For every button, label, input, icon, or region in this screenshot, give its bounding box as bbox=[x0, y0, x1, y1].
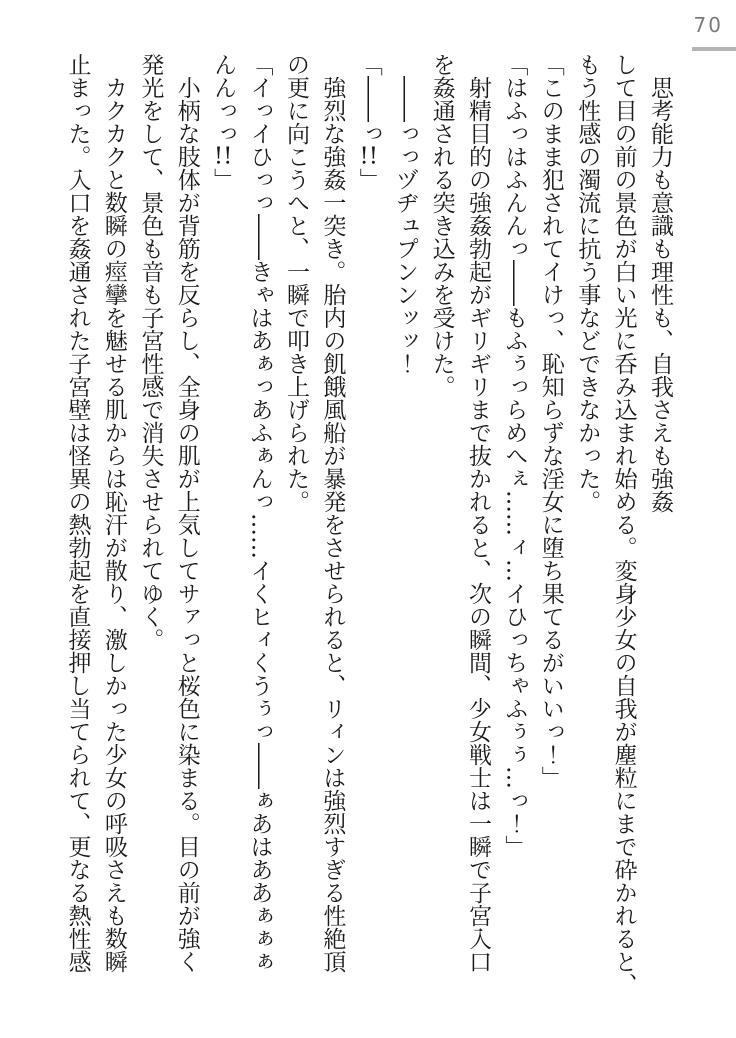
page-number: 70 bbox=[693, 13, 723, 37]
text-line: もう性感の濁流に抗う事などできなかった。 bbox=[574, 53, 601, 513]
text-line: して目の前の景色が白い光に呑み込まれ始める。変身少女の自我が塵粒にまで砕かれると、 bbox=[610, 53, 637, 996]
text-line: んんっっ!!」 bbox=[210, 53, 237, 191]
double-exclamation: !! bbox=[359, 145, 378, 168]
page-number-rule bbox=[692, 47, 736, 51]
text-line: を姦通される突き込みを受けた。 bbox=[428, 53, 455, 398]
text-line: カクカクと数瞬の痙攣を魅せる肌からは恥汗が散り、激しかった少女の呼吸さえも数瞬 bbox=[100, 76, 127, 973]
text-line: ――っっヅヂュプンンッッ！ bbox=[392, 76, 419, 375]
text-line: の更に向こうへと、一瞬で叩き上げられた。 bbox=[282, 53, 309, 513]
text-line: 「このまま犯されてイけっ、恥知らずな淫女に堕ち果てるがいいっ！」 bbox=[537, 53, 564, 789]
text-line: 思考能力も意識も理性も、自我さえも強姦 bbox=[647, 76, 673, 513]
text-line: 発光をして、景色も音も子宮性感で消失させられてゆく。 bbox=[137, 53, 164, 651]
text-line: 小柄な肢体が背筋を反らし、全身の肌が上気してサァっと桜色に染まる。目の前が強く bbox=[173, 76, 200, 973]
text-line: 「――っ!!」 bbox=[355, 53, 382, 191]
text-line: 射精目的の強姦勃起がギリギリまで抜かれると、次の瞬間、少女戦士は一瞬で子宮入口 bbox=[464, 76, 491, 973]
double-exclamation: !! bbox=[213, 145, 233, 168]
text-line: 「イっイひっっ――きゃはあぁっあふぁんっ……イくヒィくうぅっ――ぁあはああぁぁぁ bbox=[246, 53, 273, 973]
text-line: 「はふっはふんんっ――もふぅっらめへぇ……ィ…イひっちゃふぅぅ…っ！」 bbox=[501, 53, 528, 858]
text-line: 強烈な強姦一突き。胎内の飢餓風船が暴発をさせられると、リィンは強烈すぎる性絶頂 bbox=[319, 76, 346, 973]
text-line: 止まった。入口を姦通された子宮壁は怪異の熱勃起を直接押し当てられて、更なる熱性感 bbox=[64, 53, 91, 973]
vertical-text-block bbox=[59, 53, 678, 999]
